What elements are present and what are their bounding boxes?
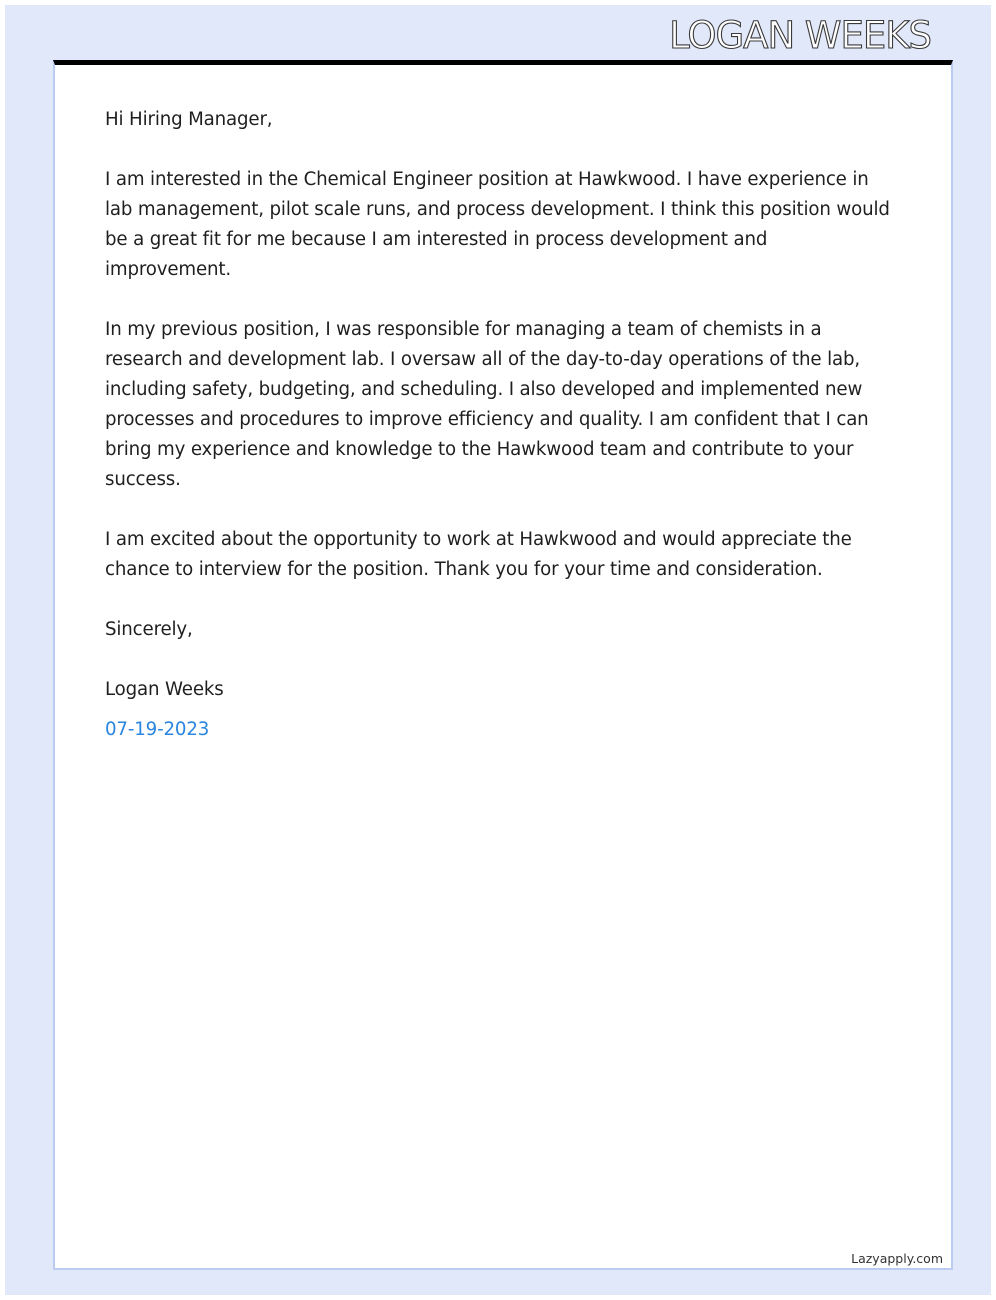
cover-letter-body xyxy=(105,105,897,745)
applicant-name-header: LOGAN WEEKS xyxy=(669,14,931,57)
paragraph-closing: I am excited about the opportunity to work at Hawkwood and would appreciate the chance to interview for the position. Thank you for your time and consideration. xyxy=(105,529,852,580)
paragraph-interest: I am interested in the Chemical Engineer position at Hawkwood. I have experience in lab management, pilot scale runs, and process development. I think this position would be a great fit for me because I am interested in process development and improvement. xyxy=(105,169,890,280)
letter-sheet xyxy=(53,60,953,1270)
page-background xyxy=(5,5,991,1295)
greeting: Hi Hiring Manager, xyxy=(105,109,273,130)
closing-salutation: Sincerely, xyxy=(105,619,193,640)
signature-name: Logan Weeks xyxy=(105,679,224,700)
watermark-text: Lazyapply.com xyxy=(851,1251,943,1266)
paragraph-experience: In my previous position, I was responsible for managing a team of chemists in a research and development lab. I oversaw all of the day-to-day operations of the lab, including safety, budgeting, and scheduling. I also developed and implemented new processes and procedures to improve efficiency and quality. I am confident that I can bring my experience and knowledge to the Hawkwood team and contribute to your success. xyxy=(105,319,869,490)
letter-date: 07-19-2023 xyxy=(105,719,210,740)
